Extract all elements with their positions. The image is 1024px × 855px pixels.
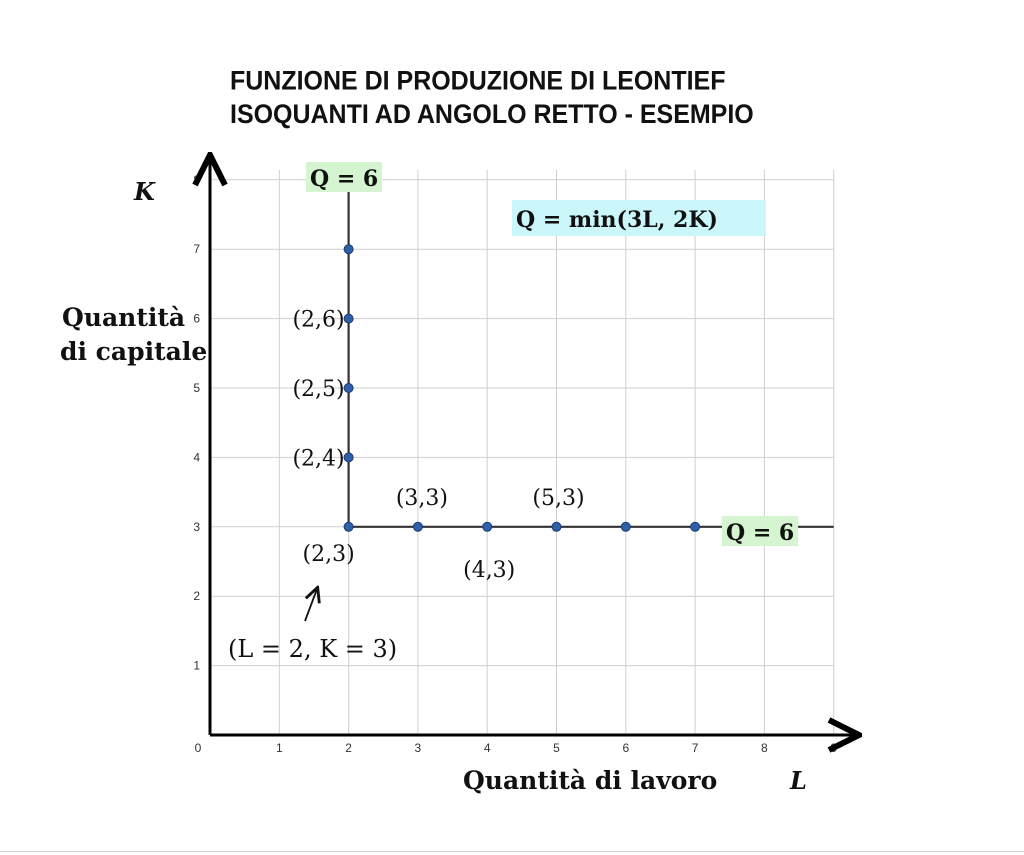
x-tick-label: 8 xyxy=(761,741,768,755)
data-point xyxy=(344,245,353,254)
chart-title-line-2: ISOQUANTI AD ANGOLO RETTO - ESEMPIO xyxy=(230,98,754,130)
data-point xyxy=(344,314,353,323)
point-labels xyxy=(292,308,584,583)
point-label: (4,3) xyxy=(463,557,516,583)
isoquant-label-right: Q = 6 xyxy=(726,520,795,546)
chart-title-line-1: FUNZIONE DI PRODUZIONE DI LEONTIEF xyxy=(230,64,726,96)
data-point xyxy=(413,522,422,531)
y-axis-title-line-1: Quantità xyxy=(62,303,186,332)
point-label: (2,5) xyxy=(292,377,345,402)
data-point xyxy=(691,522,700,531)
x-tick-label: 7 xyxy=(691,741,699,755)
y-axis-title-line-2: di capitale xyxy=(60,337,208,366)
x-tick-label: 9 xyxy=(830,741,838,755)
x-tick-label: 3 xyxy=(414,741,422,755)
y-axis-variable: K xyxy=(134,177,155,206)
corner-note-arrow xyxy=(305,589,317,621)
y-tick-label: 3 xyxy=(193,519,200,534)
x-tick-label: 2 xyxy=(345,741,352,755)
bottom-divider xyxy=(0,851,1024,852)
data-point xyxy=(344,384,353,393)
data-point xyxy=(483,522,492,531)
point-label: (2,6) xyxy=(292,307,345,333)
y-tick-label: 6 xyxy=(193,311,200,326)
x-axis-variable: L xyxy=(790,766,807,795)
y-tick-label: 4 xyxy=(193,450,200,465)
data-point xyxy=(344,522,353,531)
point-label: (2,4) xyxy=(292,446,345,472)
x-tick-label: 6 xyxy=(622,741,630,755)
point-label: (2,3) xyxy=(302,541,355,567)
x-tick-label: 1 xyxy=(275,741,283,755)
x-tick-label: 4 xyxy=(483,741,491,755)
x-axis-title: Quantità di lavoro xyxy=(463,766,718,795)
tick-labels xyxy=(193,173,837,755)
formula-text: Q = min(3L, 2K) xyxy=(516,207,718,233)
data-point xyxy=(552,522,561,531)
y-tick-label: 7 xyxy=(193,242,200,257)
isoquant-label-top: Q = 6 xyxy=(310,166,379,192)
y-tick-label: 2 xyxy=(193,589,200,604)
corner-note: (L = 2, K = 3) xyxy=(228,635,398,663)
y-tick-label: 8 xyxy=(193,172,200,187)
data-point xyxy=(344,453,353,462)
y-tick-label: 5 xyxy=(193,381,200,395)
y-tick-label: 1 xyxy=(193,658,200,673)
point-label: (5,3) xyxy=(532,485,585,511)
data-point xyxy=(621,522,630,531)
x-tick-label: 5 xyxy=(553,741,560,755)
x-tick-label: 0 xyxy=(194,741,202,755)
point-label: (3,3) xyxy=(395,485,448,511)
